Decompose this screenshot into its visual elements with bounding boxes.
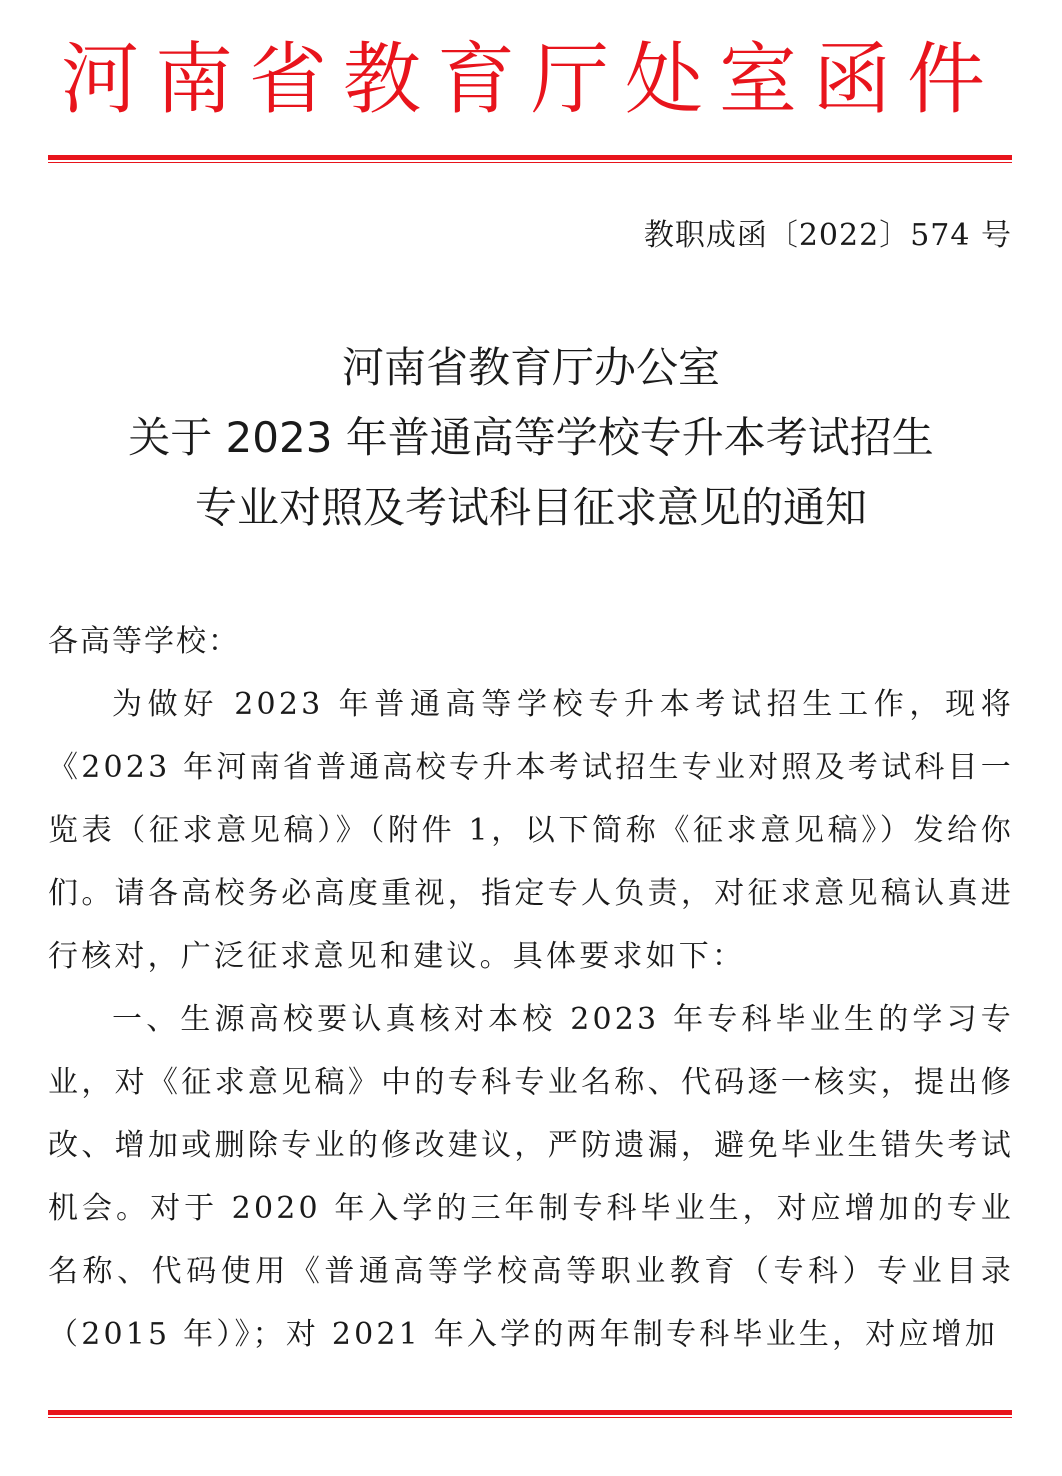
document-title <box>0 333 1062 543</box>
document-body <box>48 610 1014 1366</box>
bottom-divider-thin-line <box>48 1417 1012 1418</box>
masthead-title: 河南省教育厅处室函件 <box>60 35 1001 125</box>
body-paragraph-1: 为做好 2023 年普通高等学校专升本考试招生工作，现将《2023 年河南省普通高校专升本考试招生专业对照及考试科目一览表（征求意见稿）》（附件 1，以下简称《征求意见稿》）发给你们。请各高校务必高度重视，指定专人负责，对征求意见稿认真进行核对，广泛征求意见和建议。具体要求如下： <box>48 687 1014 974</box>
body-paragraph-2: 一、生源高校要认真核对本校 2023 年专科毕业生的学习专业，对《征求意见稿》中的专科专业名称、代码逐一核实，提出修改、增加或删除专业的修改建议，严防遗漏，避免毕业生错失考试机会。对于 2020 年入学的三年制专科毕业生，对应增加的专业名称、代码使用《普通高等学校高等职业教育（专科）专业目录（2015 年）》；对 2021 年入学的两年制专科毕业生，对应增加 <box>48 1002 1014 1352</box>
top-divider-thick-line <box>48 155 1012 160</box>
salutation: 各高等学校： <box>48 624 240 659</box>
bottom-divider-thick-line <box>48 1410 1012 1415</box>
title-line-3: 专业对照及考试科目征求意见的通知 <box>194 483 867 532</box>
document-number: 教职成函〔2022〕574 号 <box>643 218 1012 253</box>
title-line-2: 关于 2023 年普通高等学校专升本考试招生 <box>128 413 934 462</box>
bottom-divider <box>48 1410 1012 1418</box>
top-divider <box>48 155 1012 163</box>
top-divider-thin-line <box>48 162 1012 163</box>
title-line-1: 河南省教育厅办公室 <box>341 343 720 392</box>
